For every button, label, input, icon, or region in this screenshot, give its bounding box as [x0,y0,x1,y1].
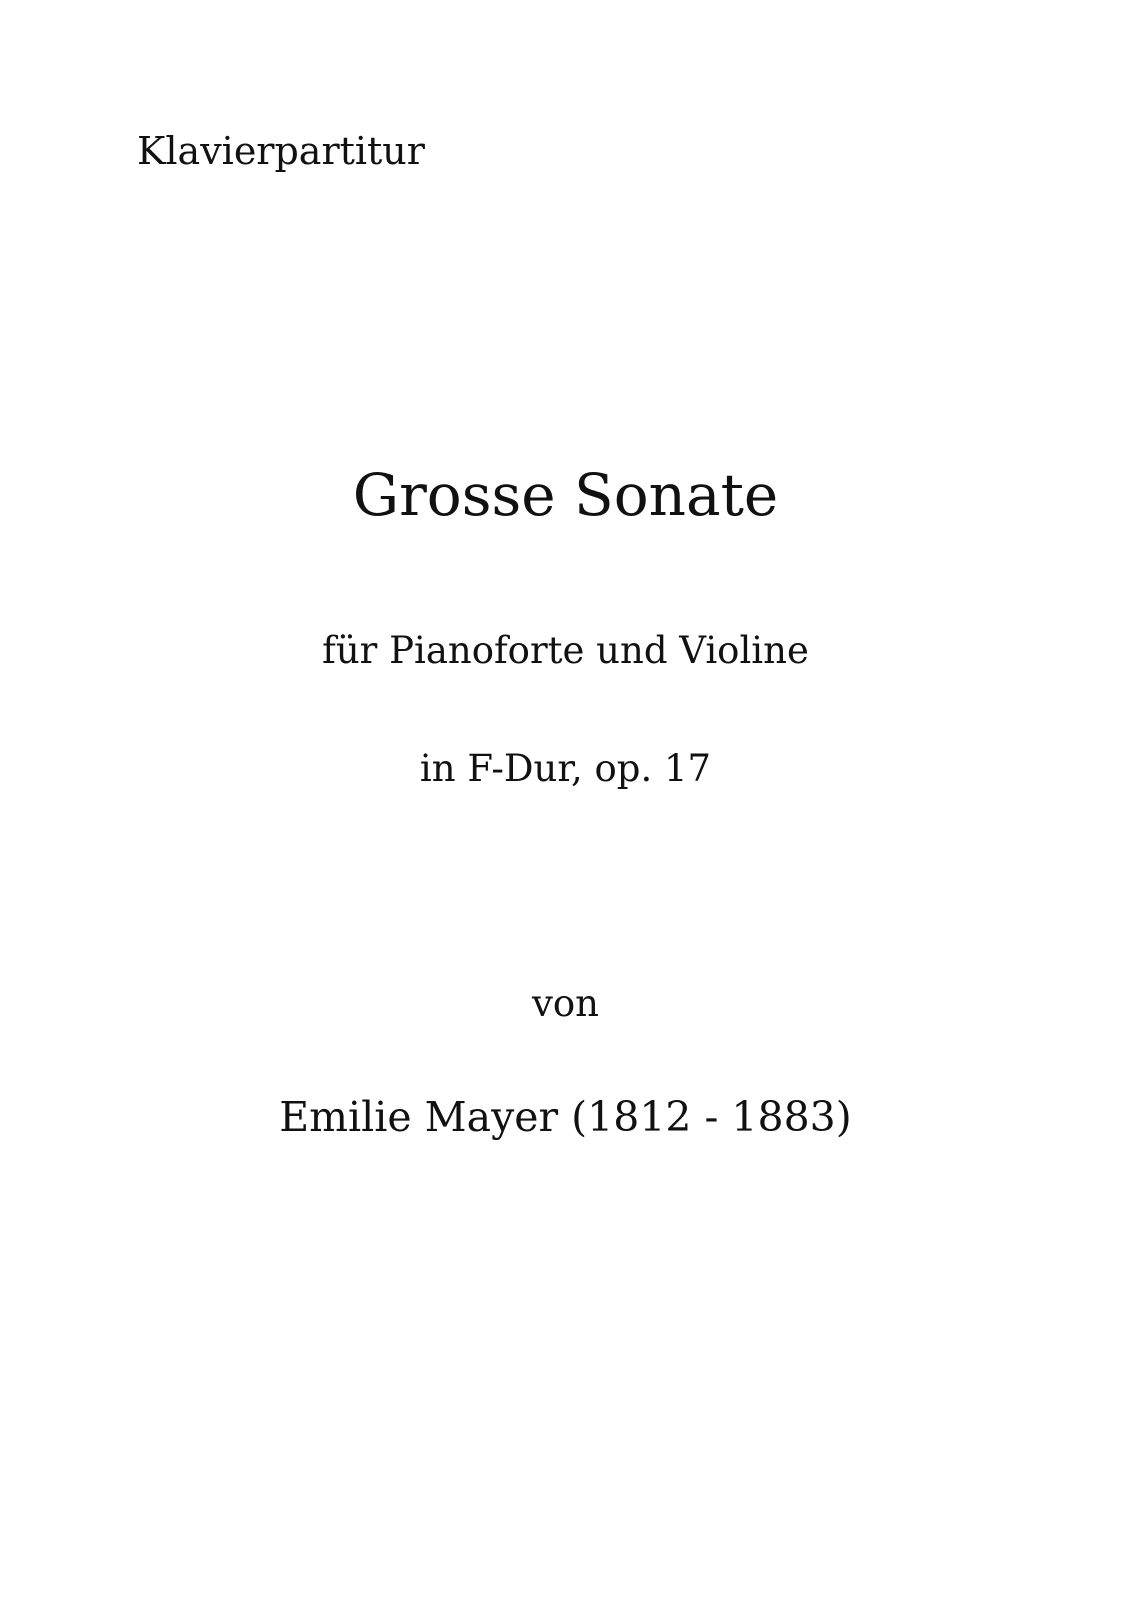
instrumentation-line: für Pianoforte und Violine [322,629,809,672]
work-title: Grosse Sonate [352,461,779,529]
score-type-label: Klavierpartitur [137,129,425,173]
attribution-by-word: von [531,982,599,1025]
composer-name: Emilie Mayer (1812 - 1883) [279,1093,852,1141]
key-and-opus-line: in F-Dur, op. 17 [419,747,712,790]
